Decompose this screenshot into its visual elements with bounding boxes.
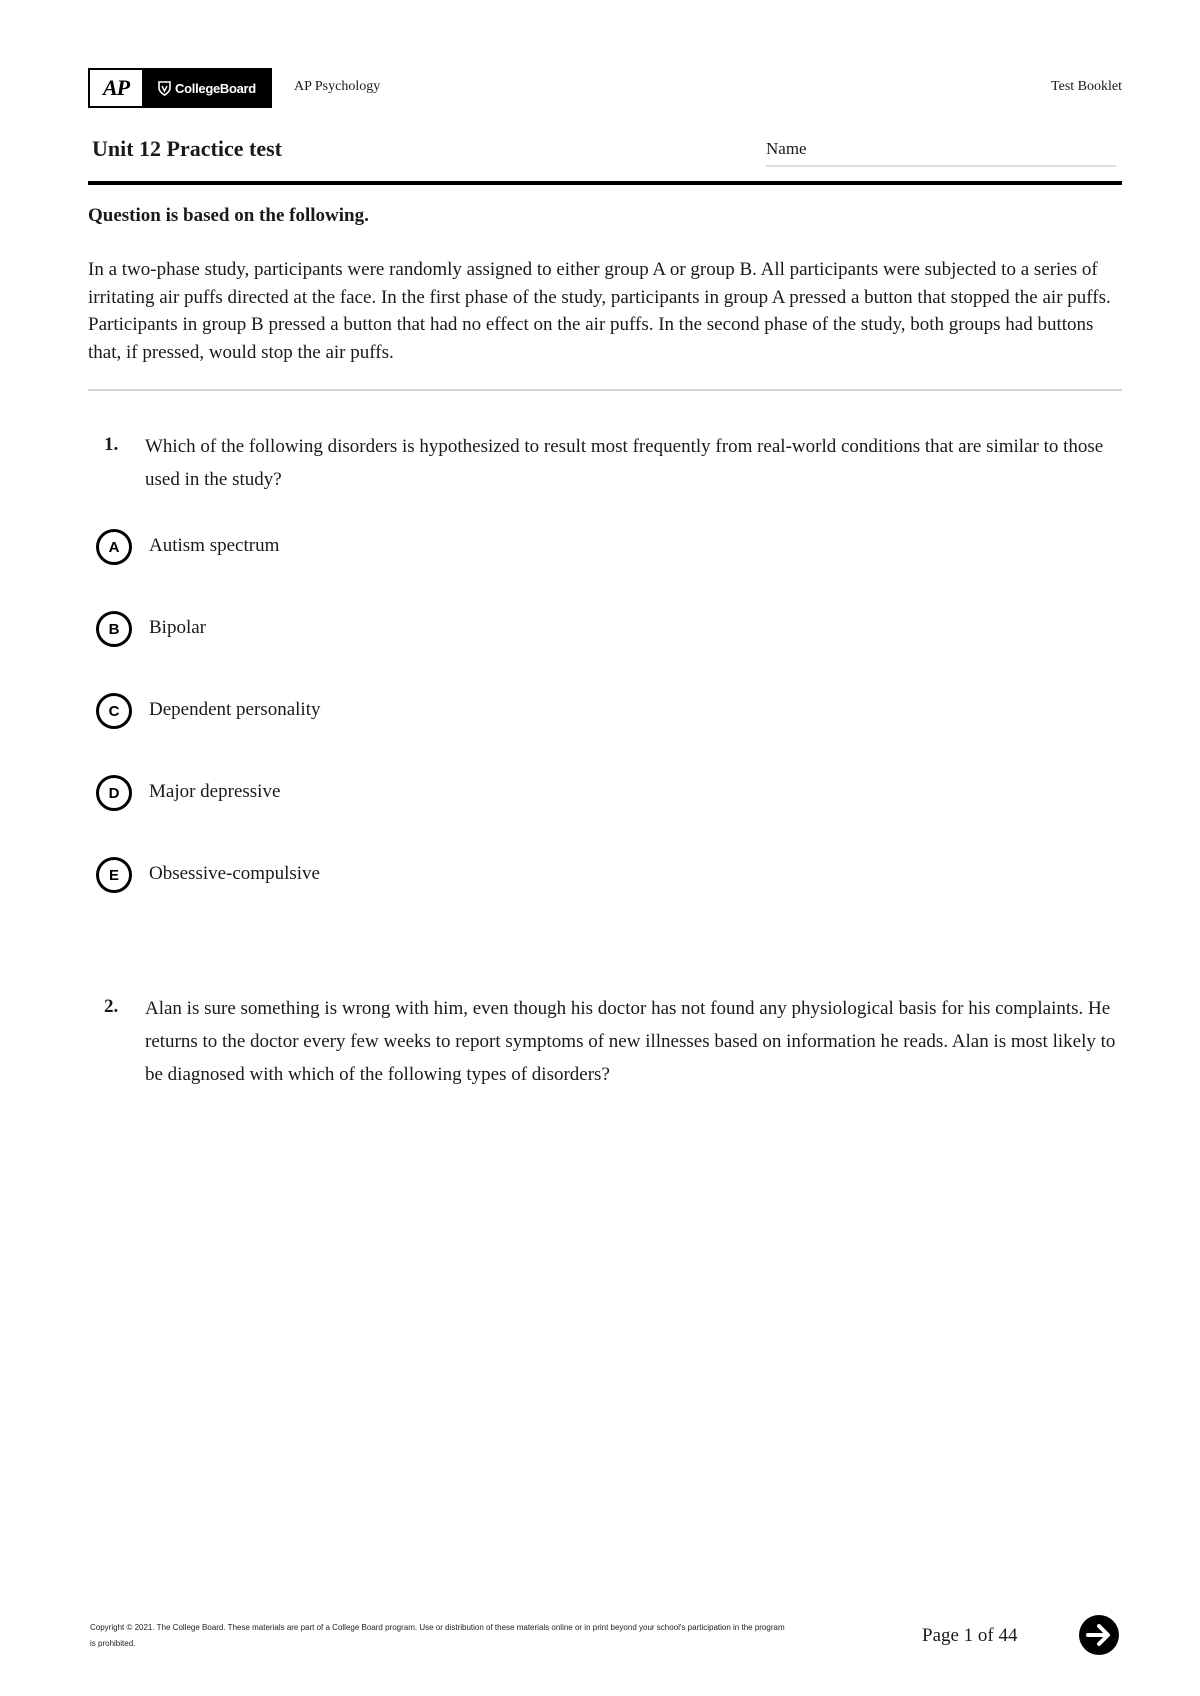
booklet-label: Test Booklet <box>1051 79 1122 94</box>
option-c-text: Dependent personality <box>149 699 321 720</box>
stimulus-text: In a two-phase study, participants were randomly assigned to either group A or group B. All participants were subjected to a series of irritating air puffs directed at the face. In the first phase of the study, participants in group A pressed a button that stopped the air puffs. Participants in group B pressed a button that had no effect on the air puffs. In the second phase of the study, both groups had buttons that, if pressed, would stop the air puffs. <box>88 259 1111 363</box>
course-name: AP Psychology <box>294 79 381 94</box>
page-title: Unit 12 Practice test <box>92 136 282 161</box>
question-1-text: Which of the following disorders is hypothesized to result most frequently from real-world conditions that are similar to those used in the study? <box>145 436 1104 490</box>
option-e-text: Obsessive-compulsive <box>149 863 320 884</box>
question-1-number: 1. <box>104 434 119 455</box>
option-b-bubble[interactable]: B <box>96 611 132 647</box>
option-d-text: Major depressive <box>149 781 281 802</box>
page-number: Page 1 of 44 <box>922 1625 1018 1646</box>
copyright-notice: Copyright © 2021. The College Board. These materials are part of a College Board program. Use or distribution of these materials online or in print beyond your school's participation in the program is prohibited. <box>90 1623 785 1648</box>
collegeboard-logo-text: CollegeBoard <box>175 80 256 96</box>
option-a-bubble[interactable]: A <box>96 529 132 565</box>
name-field-line[interactable] <box>766 165 1116 167</box>
option-c-bubble[interactable]: C <box>96 693 132 729</box>
ap-logo-mark: AP <box>90 70 144 106</box>
option-a-text: Autism spectrum <box>149 535 280 556</box>
name-label: Name <box>766 139 807 158</box>
stimulus-divider <box>88 389 1122 391</box>
header-divider <box>88 181 1122 185</box>
shield-icon <box>158 81 171 96</box>
option-e-bubble[interactable]: E <box>96 857 132 893</box>
arrow-right-circle-icon[interactable] <box>1078 1614 1120 1656</box>
stimulus-heading: Question is based on the following. <box>88 205 369 226</box>
question-2-number: 2. <box>104 996 119 1017</box>
question-2-text: Alan is sure something is wrong with him, even though his doctor has not found any physiological basis for his complaints. He returns to the doctor every few weeks to report symptoms of new illnesses based on information he reads. Alan is most likely to be diagnosed with which of the following types of disorders? <box>145 998 1116 1085</box>
option-b-text: Bipolar <box>149 617 206 638</box>
collegeboard-logo-mark <box>144 70 270 106</box>
option-d-bubble[interactable]: D <box>96 775 132 811</box>
ap-collegeboard-logo <box>88 68 272 108</box>
